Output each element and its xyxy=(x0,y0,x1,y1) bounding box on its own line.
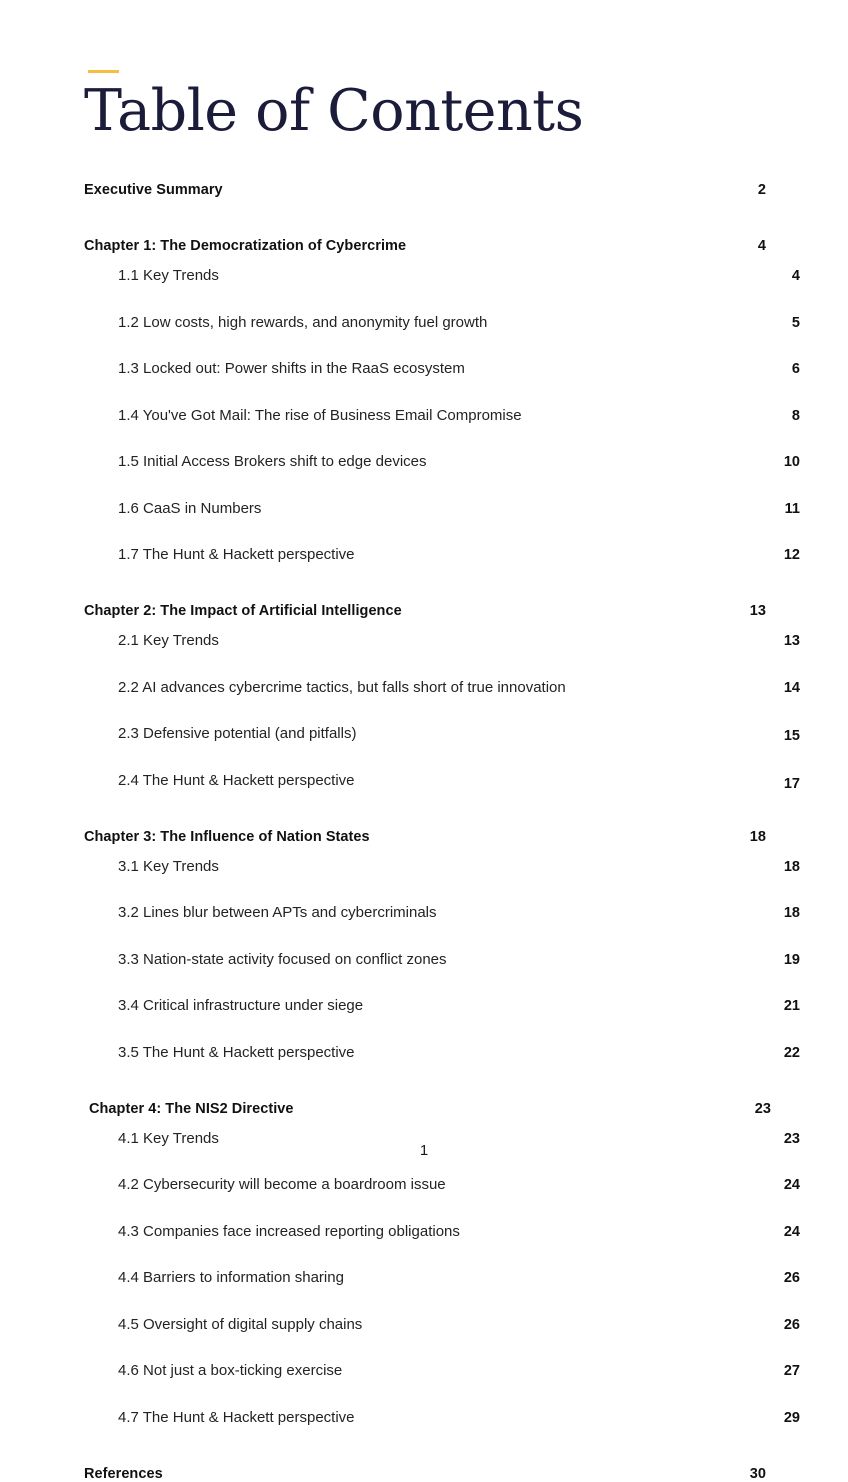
spacer xyxy=(84,563,766,603)
toc-entry-page: 6 xyxy=(791,361,800,377)
toc-entry-2-3[interactable] xyxy=(84,725,800,742)
toc-entry-page: 22 xyxy=(783,1044,800,1061)
toc-entry-page: 14 xyxy=(783,679,800,696)
spacer xyxy=(84,424,766,454)
toc-entry-1-5[interactable] xyxy=(84,453,800,470)
toc-entry-page: 2 xyxy=(757,182,766,198)
spacer xyxy=(84,1240,766,1270)
toc-entry-page: 24 xyxy=(783,1223,800,1240)
toc-entry-label: 3.1 Key Trends xyxy=(118,857,219,875)
toc-entry-3-2[interactable] xyxy=(84,904,800,921)
toc-entry-4-5[interactable] xyxy=(84,1316,800,1333)
toc-entry-page: 4 xyxy=(791,268,800,284)
toc-entry-page: 10 xyxy=(783,454,800,470)
toc-entry-label: 2.4 The Hunt & Hackett perspective xyxy=(118,771,355,789)
spacer xyxy=(84,921,766,951)
toc-entry-page: 23 xyxy=(754,1100,771,1117)
spacer xyxy=(84,649,766,679)
toc-entry-page: 13 xyxy=(749,603,766,619)
toc-entry-label: 3.4 Critical infrastructure under siege xyxy=(118,997,364,1014)
page-title: Table of Contents xyxy=(84,78,584,144)
toc-entry-page: 19 xyxy=(783,951,800,968)
toc-entry-page: 4 xyxy=(757,238,766,254)
toc-entry-label: 1.3 Locked out: Power shifts in the RaaS ecosystem xyxy=(118,360,465,377)
toc-entry-label: 4.7 The Hunt & Hackett perspective xyxy=(118,1408,355,1426)
toc-entry-chapter-1[interactable] xyxy=(84,238,766,254)
toc-entry-label: 4.2 Cybersecurity will become a boardroom issue xyxy=(118,1176,446,1193)
spacer xyxy=(84,1426,766,1466)
toc-entry-page: 12 xyxy=(783,547,800,563)
toc-entry-label: Chapter 3: The Influence of Nation States xyxy=(84,828,370,845)
toc-entry-label: Chapter 1: The Democratization of Cybercrime xyxy=(84,238,407,254)
toc-entry-label: Chapter 4: The NIS2 Directive xyxy=(89,1100,294,1117)
toc-entry-chapter-4[interactable] xyxy=(84,1101,771,1117)
toc-entry-label: 2.1 Key Trends xyxy=(118,632,219,649)
toc-entry-page: 21 xyxy=(783,998,800,1014)
toc-entry-3-3[interactable] xyxy=(84,951,800,968)
toc-entry-1-2[interactable] xyxy=(84,314,800,331)
toc-entry-page: 18 xyxy=(783,905,800,921)
spacer xyxy=(84,1333,766,1363)
spacer xyxy=(84,377,766,407)
toc-entry-page: 15 xyxy=(783,728,800,744)
toc-entry-page: 8 xyxy=(791,407,800,424)
toc-entry-label: 4.4 Barriers to information sharing xyxy=(118,1269,344,1286)
toc-entry-label: 3.3 Nation-state activity focused on conflict zones xyxy=(118,950,447,968)
spacer xyxy=(84,696,766,726)
toc-entry-label: 1.5 Initial Access Brokers shift to edge devices xyxy=(118,453,427,470)
spacer xyxy=(84,875,766,905)
toc-entry-label: 3.5 The Hunt & Hackett perspective xyxy=(118,1043,355,1061)
toc-entry-3-1[interactable] xyxy=(84,858,800,875)
toc-entry-2-2[interactable] xyxy=(84,679,800,696)
toc-entry-page: 29 xyxy=(783,1409,800,1426)
spacer xyxy=(84,1061,766,1101)
toc-entry-page: 23 xyxy=(783,1130,800,1147)
spacer xyxy=(84,254,766,267)
toc-entry-label: 4.5 Oversight of digital supply chains xyxy=(118,1315,363,1333)
toc-entry-label: 4.6 Not just a box-ticking exercise xyxy=(118,1362,343,1379)
toc-entry-1-4[interactable] xyxy=(84,407,800,424)
toc-entry-label: 4.1 Key Trends xyxy=(118,1129,219,1147)
toc-entry-4-6[interactable] xyxy=(84,1362,800,1379)
spacer xyxy=(84,470,766,500)
toc-entry-page: 30 xyxy=(749,1465,766,1482)
toc-entry-4-4[interactable] xyxy=(84,1269,800,1286)
toc-entry-label: 1.6 CaaS in Numbers xyxy=(118,499,262,517)
toc-entry-4-7[interactable] xyxy=(84,1409,800,1426)
toc-entry-page: 18 xyxy=(783,858,800,875)
toc-entry-label: 4.3 Companies face increased reporting obligations xyxy=(118,1222,460,1240)
toc-entry-2-1[interactable] xyxy=(84,632,800,649)
spacer xyxy=(84,1014,766,1044)
table-of-contents xyxy=(84,182,800,1482)
toc-entry-executive-summary[interactable] xyxy=(84,182,766,198)
toc-entry-label: 1.4 You've Got Mail: The rise of Business Email Compromise xyxy=(118,406,522,424)
toc-entry-page: 13 xyxy=(783,633,800,649)
spacer xyxy=(84,1286,766,1316)
toc-entry-1-6[interactable] xyxy=(84,500,800,517)
toc-entry-page: 11 xyxy=(784,500,800,517)
toc-entry-4-3[interactable] xyxy=(84,1223,800,1240)
toc-entry-page: 24 xyxy=(783,1177,800,1193)
toc-entry-chapter-2[interactable] xyxy=(84,603,766,619)
toc-entry-3-5[interactable] xyxy=(84,1044,800,1061)
toc-entry-1-3[interactable] xyxy=(84,360,800,377)
spacer xyxy=(84,284,766,314)
toc-entry-page: 17 xyxy=(783,775,800,792)
spacer xyxy=(84,198,766,238)
spacer xyxy=(84,742,766,772)
toc-entry-label: Executive Summary xyxy=(84,182,223,198)
toc-entry-4-2[interactable] xyxy=(84,1176,800,1193)
toc-entry-label: 2.3 Defensive potential (and pitfalls) xyxy=(118,725,357,742)
spacer xyxy=(84,1117,766,1130)
toc-entry-2-4[interactable] xyxy=(84,771,800,792)
toc-entry-page: 26 xyxy=(783,1316,800,1333)
toc-entry-label: 1.1 Key Trends xyxy=(118,267,219,284)
toc-entry-page: 27 xyxy=(783,1363,800,1379)
toc-entry-references[interactable] xyxy=(84,1466,766,1482)
toc-entry-page: 5 xyxy=(791,314,800,331)
toc-entry-1-7[interactable] xyxy=(84,546,800,563)
toc-entry-label: 1.7 The Hunt & Hackett perspective xyxy=(118,546,355,563)
toc-entry-chapter-3[interactable] xyxy=(84,829,766,845)
toc-entry-label: 3.2 Lines blur between APTs and cybercriminals xyxy=(118,904,437,921)
toc-entry-3-4[interactable] xyxy=(84,997,800,1014)
footer-page-number: 1 xyxy=(419,1142,429,1159)
spacer xyxy=(84,331,766,361)
spacer xyxy=(84,1193,766,1223)
toc-entry-page: 18 xyxy=(749,828,766,845)
toc-entry-1-1[interactable] xyxy=(84,267,800,284)
spacer xyxy=(84,968,766,998)
spacer xyxy=(84,789,766,829)
toc-entry-label: Chapter 2: The Impact of Artificial Intelligence xyxy=(84,603,402,619)
spacer xyxy=(84,1379,766,1409)
toc-entry-label: 2.2 AI advances cybercrime tactics, but falls short of true innovation xyxy=(118,678,566,696)
toc-entry-page: 26 xyxy=(783,1270,800,1286)
title-block xyxy=(84,70,584,144)
toc-entry-label: References xyxy=(84,1465,163,1482)
accent-rule xyxy=(88,70,119,73)
toc-entry-label: 1.2 Low costs, high rewards, and anonymity fuel growth xyxy=(118,313,488,331)
spacer xyxy=(84,619,766,632)
spacer xyxy=(84,845,766,858)
spacer xyxy=(84,517,766,547)
